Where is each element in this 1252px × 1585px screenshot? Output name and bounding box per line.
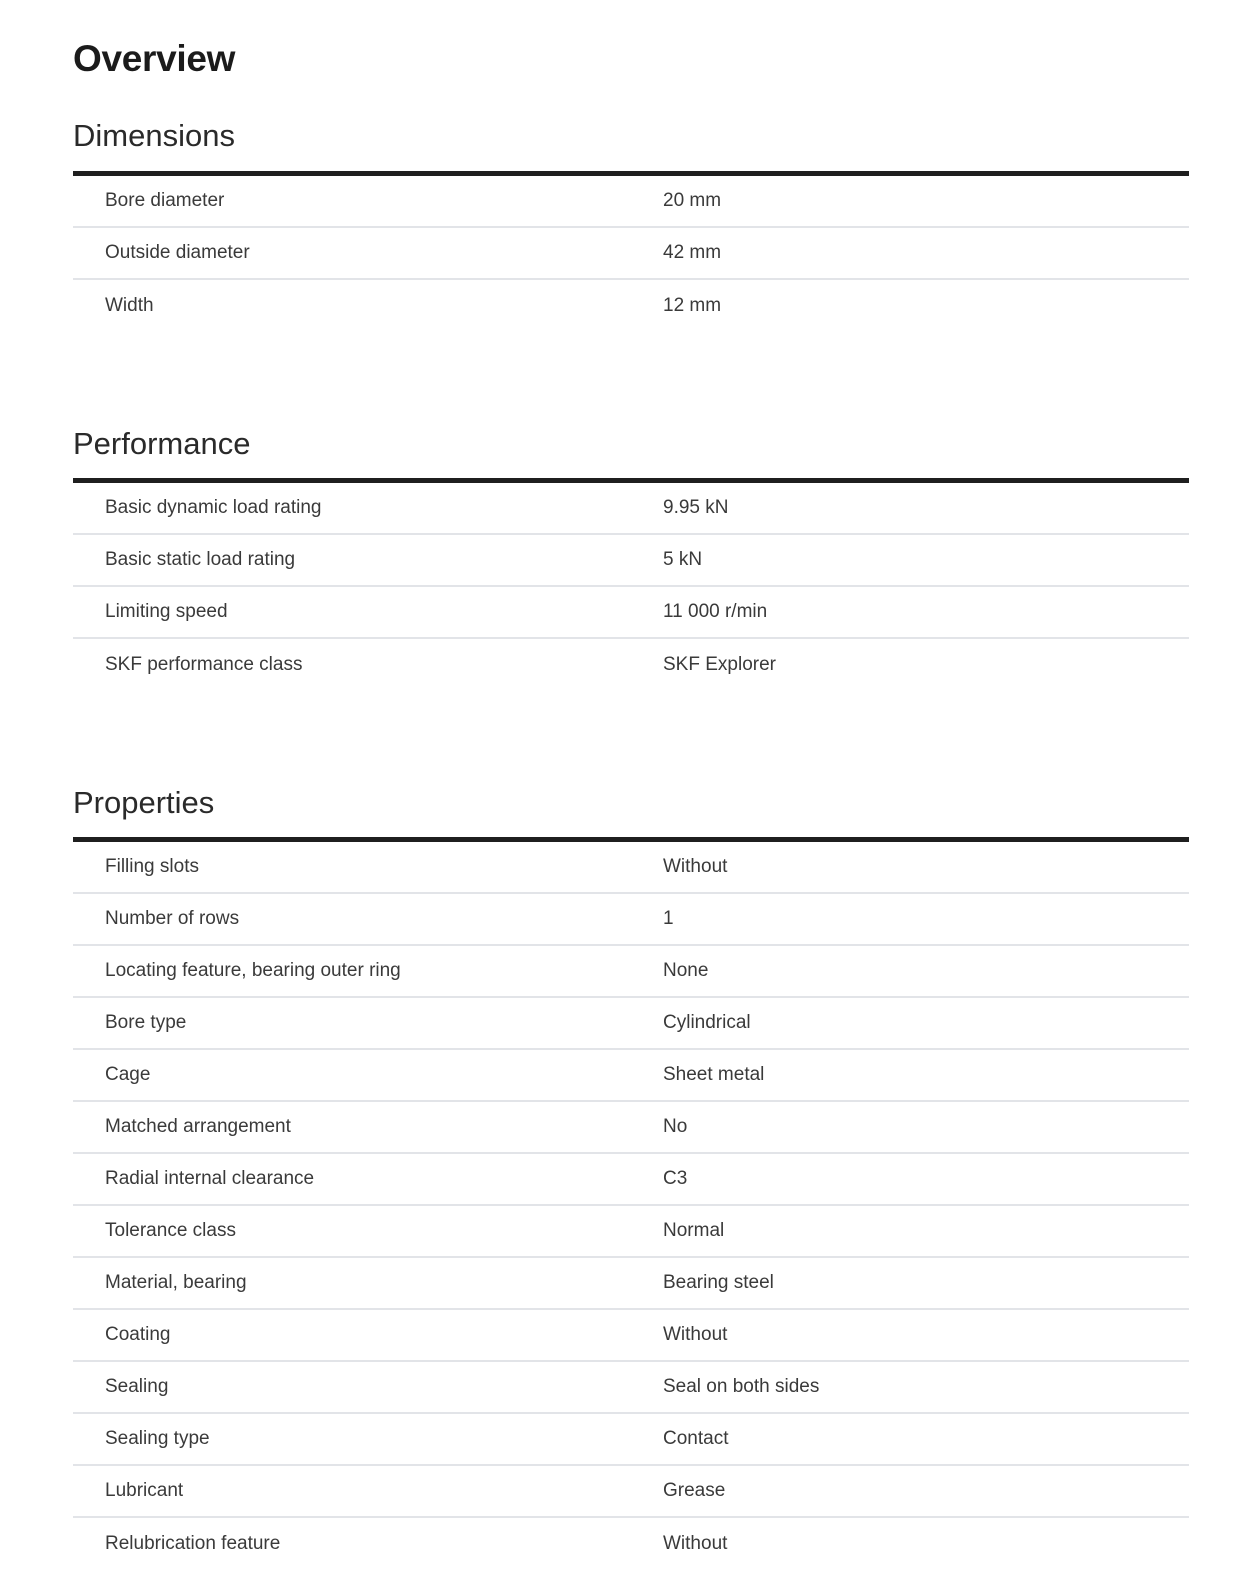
section-title-properties: Properties: [73, 785, 215, 820]
table-row: [73, 176, 1189, 228]
spec-label: Cage: [105, 1064, 151, 1085]
spec-value: 12 mm: [663, 295, 722, 316]
spec-value: 1: [663, 908, 674, 929]
spec-label: Limiting speed: [105, 601, 228, 622]
table-row: [73, 1102, 1189, 1154]
table-row: [73, 587, 1189, 639]
spec-label: Tolerance class: [105, 1220, 236, 1241]
performance-section: [73, 426, 1189, 675]
table-row: [73, 280, 1189, 332]
spec-value: Grease: [663, 1480, 726, 1501]
table-row: [73, 1310, 1189, 1362]
dimensions-table: [73, 171, 1189, 332]
spec-value: Normal: [663, 1220, 725, 1241]
spec-value: 9.95 kN: [663, 497, 729, 518]
spec-label: Material, bearing: [105, 1272, 247, 1293]
spec-value: Without: [663, 856, 728, 877]
spec-value: 42 mm: [663, 242, 722, 263]
table-row: [73, 946, 1189, 998]
table-row: [73, 1518, 1189, 1570]
spec-label: Outside diameter: [105, 242, 250, 263]
properties-section: [73, 785, 1189, 1554]
spec-label: Lubricant: [105, 1480, 184, 1501]
spec-value: C3: [663, 1168, 688, 1189]
properties-table: [73, 837, 1189, 1570]
spec-label: Bore diameter: [105, 190, 225, 211]
spec-label: Filling slots: [105, 856, 199, 877]
spec-label: Matched arrangement: [105, 1116, 291, 1137]
spec-value: Sheet metal: [663, 1064, 765, 1085]
spec-value: Seal on both sides: [663, 1376, 820, 1397]
spec-value: 20 mm: [663, 190, 722, 211]
table-row: [73, 998, 1189, 1050]
table-row: [73, 535, 1189, 587]
section-title-dimensions: Dimensions: [73, 118, 235, 153]
table-row: [73, 228, 1189, 280]
spec-value: Without: [663, 1324, 728, 1345]
spec-label: Basic static load rating: [105, 549, 296, 570]
spec-label: Bore type: [105, 1012, 187, 1033]
table-row: [73, 639, 1189, 691]
table-row: [73, 842, 1189, 894]
spec-label: Locating feature, bearing outer ring: [105, 960, 401, 981]
table-row: [73, 1050, 1189, 1102]
section-title-performance: Performance: [73, 426, 251, 461]
page-title: Overview: [73, 38, 236, 79]
table-row: [73, 1154, 1189, 1206]
spec-label: Relubrication feature: [105, 1533, 281, 1554]
spec-label: Radial internal clearance: [105, 1168, 315, 1189]
performance-table: [73, 478, 1189, 691]
dimensions-section: [73, 118, 1189, 316]
spec-label: Basic dynamic load rating: [105, 497, 322, 518]
table-row: [73, 894, 1189, 946]
spec-value: No: [663, 1116, 688, 1137]
spec-value: Bearing steel: [663, 1272, 774, 1293]
spec-value: SKF Explorer: [663, 654, 776, 675]
spec-value: None: [663, 960, 709, 981]
table-row: [73, 1258, 1189, 1310]
spec-label: Coating: [105, 1324, 171, 1345]
spec-value: 11 000 r/min: [663, 601, 768, 622]
spec-label: Number of rows: [105, 908, 240, 929]
table-row: [73, 1466, 1189, 1518]
spec-value: Without: [663, 1533, 728, 1554]
table-row: [73, 1414, 1189, 1466]
spec-value: 5 kN: [663, 549, 703, 570]
spec-value: Cylindrical: [663, 1012, 751, 1033]
spec-label: Sealing: [105, 1376, 169, 1397]
spec-label: Sealing type: [105, 1428, 210, 1449]
table-row: [73, 1206, 1189, 1258]
spec-label: Width: [105, 295, 154, 316]
spec-value: Contact: [663, 1428, 729, 1449]
spec-label: SKF performance class: [105, 654, 303, 675]
table-row: [73, 1362, 1189, 1414]
table-row: [73, 483, 1189, 535]
